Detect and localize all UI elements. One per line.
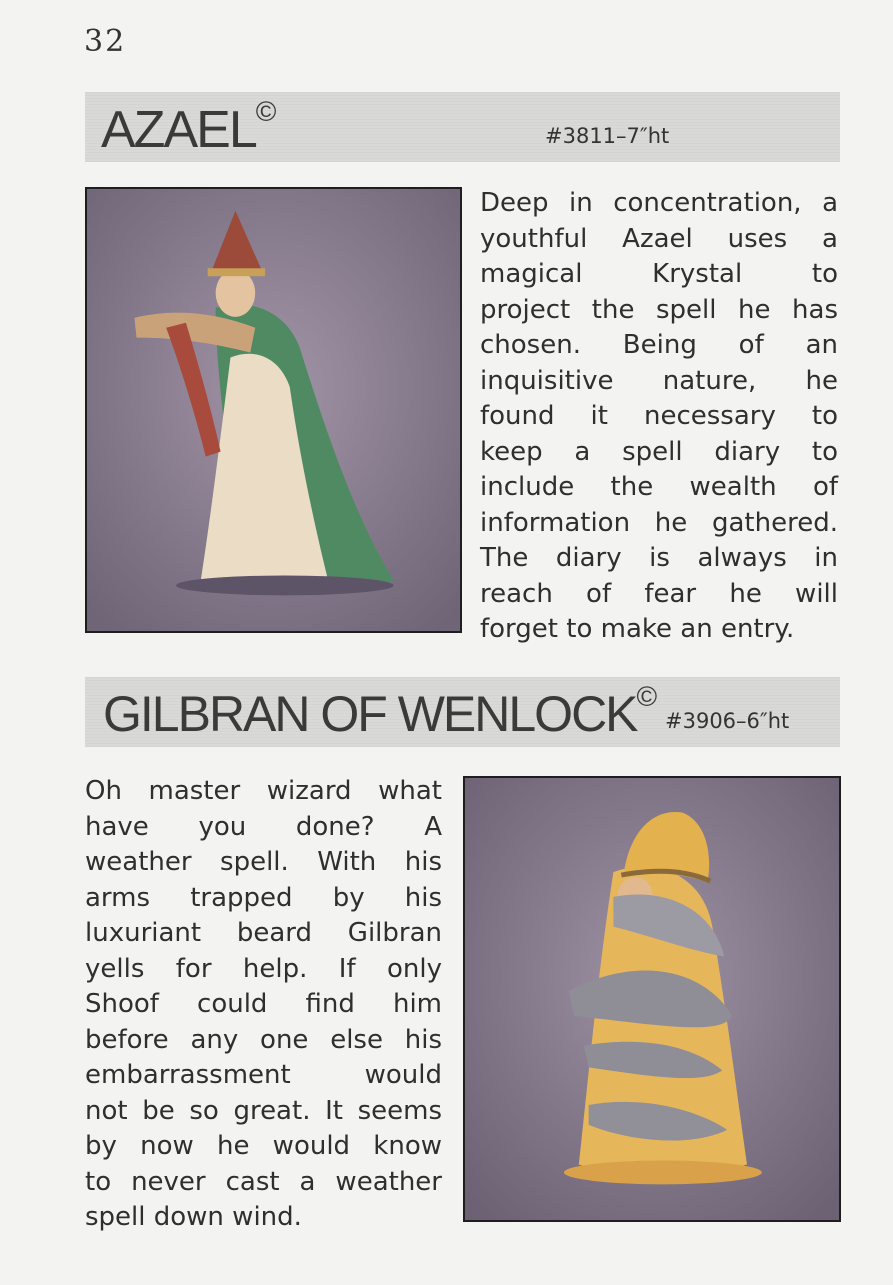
description-line: Deep in concentration, a: [480, 188, 838, 218]
description-line: forget to make an entry.: [480, 614, 795, 644]
description-line: The diary is always in: [480, 543, 838, 573]
description-line: before any one else his: [85, 1024, 442, 1055]
description-line: weather spell. With his: [85, 847, 442, 877]
description-line: to never cast a weather: [85, 1166, 442, 1197]
description-line: include the wealth of: [480, 472, 838, 502]
description-gilbran: [85, 774, 442, 1236]
description-line: yells for help. If only: [85, 953, 442, 984]
description-azael: [480, 186, 838, 648]
description-line: luxuriant beard Gilbran: [85, 918, 442, 948]
description-line: embarrassment would: [85, 1060, 442, 1090]
section-title-azael: AZAEL©: [101, 96, 277, 159]
item-number-gilbran: #3906–6″ht: [665, 709, 790, 733]
description-line: arms trapped by his: [85, 882, 442, 913]
description-line: found it necessary to: [480, 401, 838, 431]
gilbran-figurine-illustration: [465, 778, 839, 1220]
page-number: 32: [84, 24, 127, 59]
description-line: magical Krystal to: [480, 259, 838, 289]
description-line: by now he would know: [85, 1131, 442, 1161]
section-banner-gilbran: [85, 677, 840, 747]
section-title-gilbran: GILBRAN OF WENLOCK©: [103, 681, 658, 742]
description-line: spell down wind.: [85, 1202, 302, 1232]
figurine-photo-gilbran: [463, 776, 841, 1222]
description-line: information he gathered.: [480, 507, 838, 538]
copyright-mark: ©: [255, 96, 277, 127]
description-line: Oh master wizard what: [85, 776, 442, 806]
description-line: not be so great. It seems: [85, 1095, 442, 1126]
description-line: Shoof could find him: [85, 989, 442, 1019]
description-line: project the spell he has: [480, 294, 838, 325]
copyright-mark: ©: [636, 681, 658, 712]
azael-figurine-illustration: [87, 189, 460, 631]
description-line: chosen. Being of an: [480, 330, 838, 360]
description-line: reach of fear he will: [480, 578, 838, 609]
description-line: inquisitive nature, he: [480, 365, 838, 396]
item-number-azael: #3811–7″ht: [545, 124, 670, 148]
section-banner-azael: [85, 92, 840, 162]
description-line: youthful Azael uses a: [480, 223, 838, 254]
description-line: have you done? A: [85, 811, 442, 842]
figurine-photo-azael: [85, 187, 462, 633]
description-line: keep a spell diary to: [480, 436, 838, 467]
